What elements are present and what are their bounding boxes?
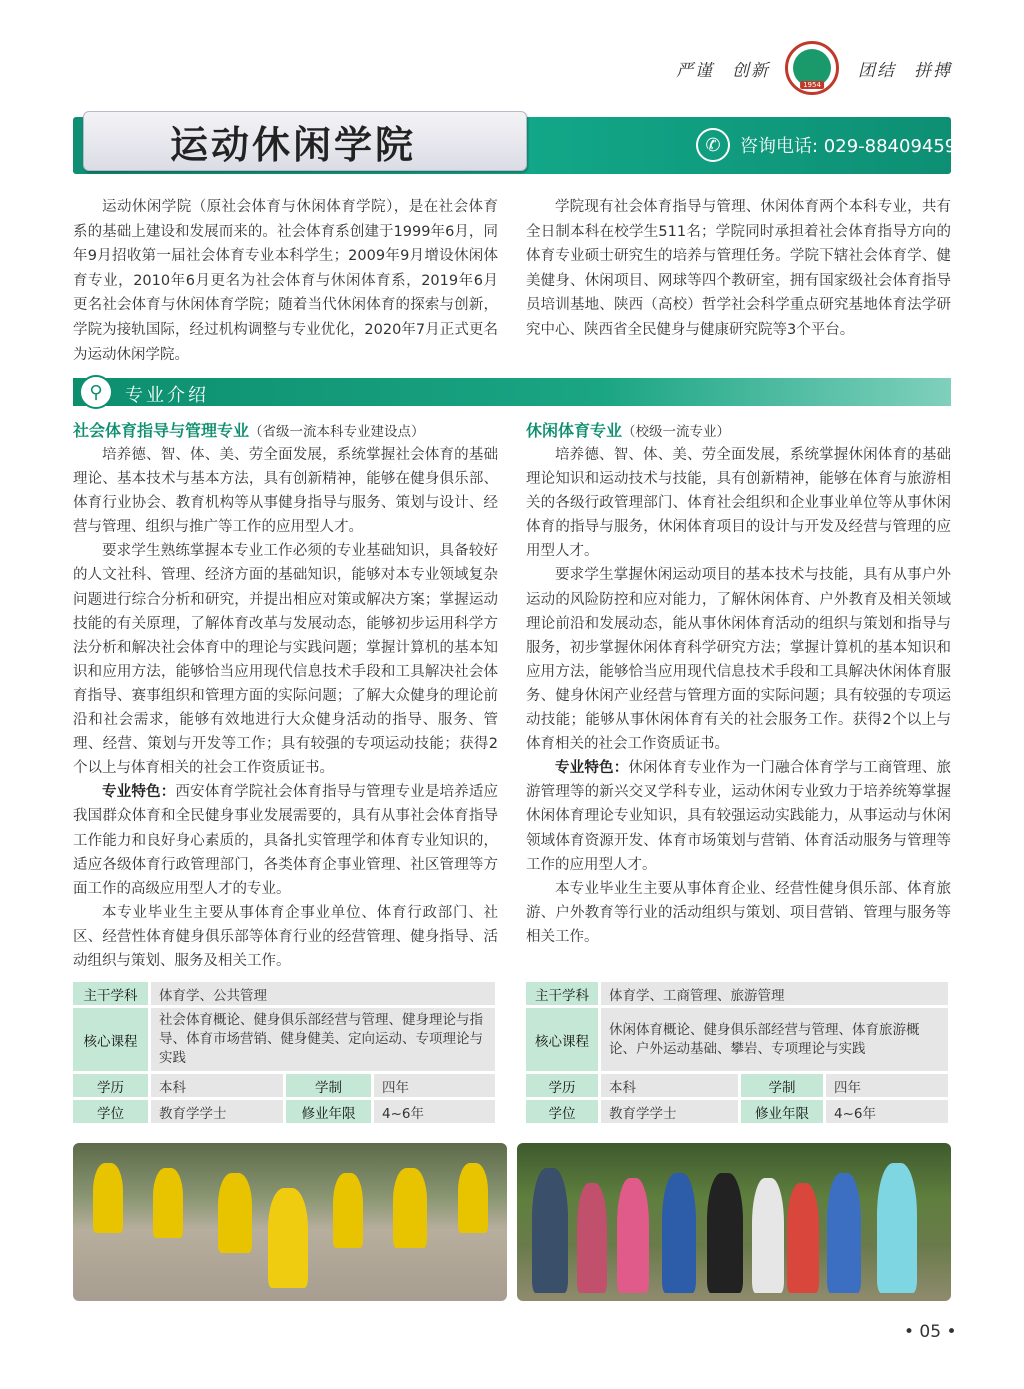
title-box xyxy=(83,111,527,171)
feature-text: 西安体育学院社会体育指导与管理专业是培养适应我国群众体育和全民健身事业发展需要的，具有从事社会体育指导工作能力和良好身心素质的，具备扎实管理学和体育专业知识的，适应各级体育行政管理部门，各类体育企事业管理、社区管理等方面工作的高级应用型人才的专业。 xyxy=(73,784,499,897)
major-paragraph: 本专业毕业生主要从事体育企事业单位、体育行政部门、社区、经营性体育健身俱乐部等体育行业的经营管理、健身指导、活动组织与策划、服务及相关工作。 xyxy=(73,904,498,969)
table-value: 社会体育概论、健身俱乐部经营与管理、健身理论与指导、体育市场营销、健身健美、定向运动、专项理论与实践 xyxy=(151,1008,498,1074)
table-value: 教育学学士 xyxy=(151,1100,286,1126)
table-value: 教育学学士 xyxy=(601,1100,741,1126)
major-paragraph: 本专业毕业生主要从事体育企业、经营性健身俱乐部、体育旅游、户外教育等行业的活动组织与策划、项目营销、管理与服务等相关工作。 xyxy=(526,880,951,945)
major-paragraph: 要求学生掌握休闲运动项目的基本技术与技能，具有从事户外运动的风险防控和应对能力，了解休闲体育、户外教育及相关领域理论前沿和发展动态，能从事休闲体育活动的组织与策划和指导与服务，初步掌握休闲体育科学研究方法；掌握计算机的基本知识和应用方法，能够恰当应用现代信息技术手段和工具解决休闲体育服务、健身休闲产业经营与管理方面的实际问题；具有较强的专项运动技能；能够从事休闲体育有关的社会服务工作。获得2个以上与体育相关的社会工作资质证书。 xyxy=(526,567,951,753)
phone-icon: ✆ xyxy=(696,128,730,162)
emblem-center xyxy=(793,49,831,87)
photo-figure xyxy=(532,1168,568,1293)
major-name: 休闲体育专业 xyxy=(526,421,623,440)
motto-word: 创新 xyxy=(732,61,770,81)
table-key: 学历 xyxy=(526,1074,601,1100)
table-value: 休闲体育概论、健身俱乐部经营与管理、体育旅游概论、户外运动基础、攀岩、专项理论与实践 xyxy=(601,1008,951,1074)
photo-figure xyxy=(752,1178,784,1293)
section-bar xyxy=(73,378,951,406)
table-key: 核心课程 xyxy=(73,1008,151,1074)
table-key: 修业年限 xyxy=(741,1100,826,1126)
photo-figure xyxy=(707,1173,743,1293)
motto-left xyxy=(676,56,788,81)
feature-label: 专业特色： xyxy=(102,784,176,801)
photo-figure xyxy=(153,1168,183,1238)
group-exercise-photo xyxy=(73,1143,507,1301)
major-paragraph: 培养德、智、体、美、劳全面发展，系统掌握休闲体育的基础理论知识和运动技术与技能，具有创新精神，能够在体育与旅游相关的各级行政管理部门、体育社会组织和企业事业单位等从事休闲体育的指导与服务，休闲体育项目的设计与开发及经营与管理的应用型人才。 xyxy=(526,447,951,560)
motto-word: 团结 xyxy=(858,61,896,81)
photo-figure xyxy=(458,1163,488,1233)
table-key: 学历 xyxy=(73,1074,151,1100)
section-title: 专业介绍 xyxy=(125,385,209,406)
table-value: 四年 xyxy=(826,1074,951,1100)
motto-word: 严谨 xyxy=(676,61,714,81)
photo-figure xyxy=(93,1163,123,1233)
person-icon: ⚲ xyxy=(79,375,113,409)
photo-figure xyxy=(333,1173,363,1248)
table-value: 4~6年 xyxy=(374,1100,498,1126)
major-paragraph: 要求学生熟练掌握本专业工作必须的专业基础知识，具备较好的人文社科、管理、经济方面的基础知识，能够对本专业领域复杂问题进行综合分析和研究，并提出相应对策或解决方案；掌握运动技能的有关原理，了解体育改革与发展动态，能够初步运用科学方法分析和解决社会体育中的理论与实践问题；掌握计算机的基本知识和应用方法，能够恰当应用现代信息技术手段和工具解决社会体育指导、赛事组织和管理方面的实际问题；了解大众健身的理论前沿和社会需求，能够有效地进行大众健身活动的指导、服务、管理、经营、策划与开发等工作；具有较强的专项运动技能；获得2个以上与体育相关的社会工作资质证书。 xyxy=(73,543,498,777)
major-heading xyxy=(526,419,951,443)
photo-figure xyxy=(268,1188,308,1288)
table-value: 4~6年 xyxy=(826,1100,951,1126)
feature-label: 专业特色： xyxy=(555,760,629,777)
photo-figure xyxy=(617,1178,649,1293)
major-info-table-left xyxy=(73,982,498,1126)
photo-figure xyxy=(787,1183,819,1293)
motto-right xyxy=(858,56,970,81)
hotline xyxy=(696,127,956,163)
feature-text: 休闲体育专业作为一门融合体育学与工商管理、旅游管理等的新兴交叉学科专业，运动休闲专业致力于培养统筹掌握休闲体育理论专业知识，具有较强运动实践能力，从事运动与休闲领域体育资源开发、体育市场策划与营销、体育活动服务与管理等工作的应用型人才。 xyxy=(526,760,952,873)
photo-figure xyxy=(218,1173,252,1253)
motto-word: 拼搏 xyxy=(914,61,952,81)
major-info-table-right xyxy=(526,982,951,1126)
page-title: 运动休闲学院 xyxy=(170,122,417,167)
major-name: 社会体育指导与管理专业 xyxy=(73,421,250,440)
major-paragraph: 培养德、智、体、美、劳全面发展，系统掌握社会体育的基础理论、基本技术与基本方法，具有创新精神，能够在健身俱乐部、体育行业协会、教育机构等从事健身指导与服务、策划与设计、经营与管理、组织与推广等工作的应用型人才。 xyxy=(73,447,498,536)
major-heading xyxy=(73,419,498,443)
table-key: 主干学科 xyxy=(73,982,151,1008)
page-number: • 05 • xyxy=(904,1322,957,1342)
major-tag: （校级一流专业） xyxy=(622,424,731,440)
photo-figure xyxy=(662,1173,696,1293)
intro-paragraph-right: 学院现有社会体育指导与管理、休闲体育两个本科专业，共有全日制本科在校学生511名；学院同时承担着社会体育指导方向的体育专业硕士研究生的培养与管理任务。学院下辖社会体育学、健美健身、休闲项目、网球等四个教研室，拥有国家级社会体育指导员培训基地、陕西（高校）哲学社会科学重点研究基地体育法学研究中心、陕西省全民健身与健康研究院等3个平台。 xyxy=(526,199,951,338)
hiking-group-photo xyxy=(517,1143,951,1301)
photo-figure xyxy=(877,1163,917,1293)
table-key: 学制 xyxy=(286,1074,374,1100)
table-value: 四年 xyxy=(374,1074,498,1100)
table-key: 主干学科 xyxy=(526,982,601,1008)
major-feature xyxy=(73,780,498,900)
intro-paragraph-left: 运动休闲学院（原社会体育与休闲体育学院），是在社会体育系的基础上建设和发展而来的。社会体育系创建于1999年6月，同年9月招收第一届社会体育专业本科学生；2009年9月增设休闲体育专业，2010年6月更名为社会体育与休闲体育系，2019年6月更名社会体育与休闲体育学院；随着当代休闲体育的探索与创新，学院为接轨国际，经过机构调整与专业优化，2020年7月正式更名为运动休闲学院。 xyxy=(73,199,498,363)
table-key: 修业年限 xyxy=(286,1100,374,1126)
hotline-text: 咨询电话: 029-88409459 xyxy=(740,136,957,157)
table-key: 学位 xyxy=(73,1100,151,1126)
major-tag: （省级一流本科专业建设点） xyxy=(249,424,425,440)
photo-figure xyxy=(393,1168,427,1248)
photo-figure xyxy=(827,1173,861,1293)
table-key: 学位 xyxy=(526,1100,601,1126)
table-value: 体育学、工商管理、旅游管理 xyxy=(601,982,951,1008)
emblem-year: 1954 xyxy=(800,81,824,89)
table-value: 本科 xyxy=(601,1074,741,1100)
university-emblem-icon xyxy=(785,41,839,95)
photo-figure xyxy=(577,1183,607,1293)
major-column-left xyxy=(73,419,498,973)
major-feature xyxy=(526,756,951,876)
table-value: 本科 xyxy=(151,1074,286,1100)
table-key: 核心课程 xyxy=(526,1008,601,1074)
major-column-right xyxy=(526,419,951,949)
table-value: 体育学、公共管理 xyxy=(151,982,498,1008)
table-key: 学制 xyxy=(741,1074,826,1100)
